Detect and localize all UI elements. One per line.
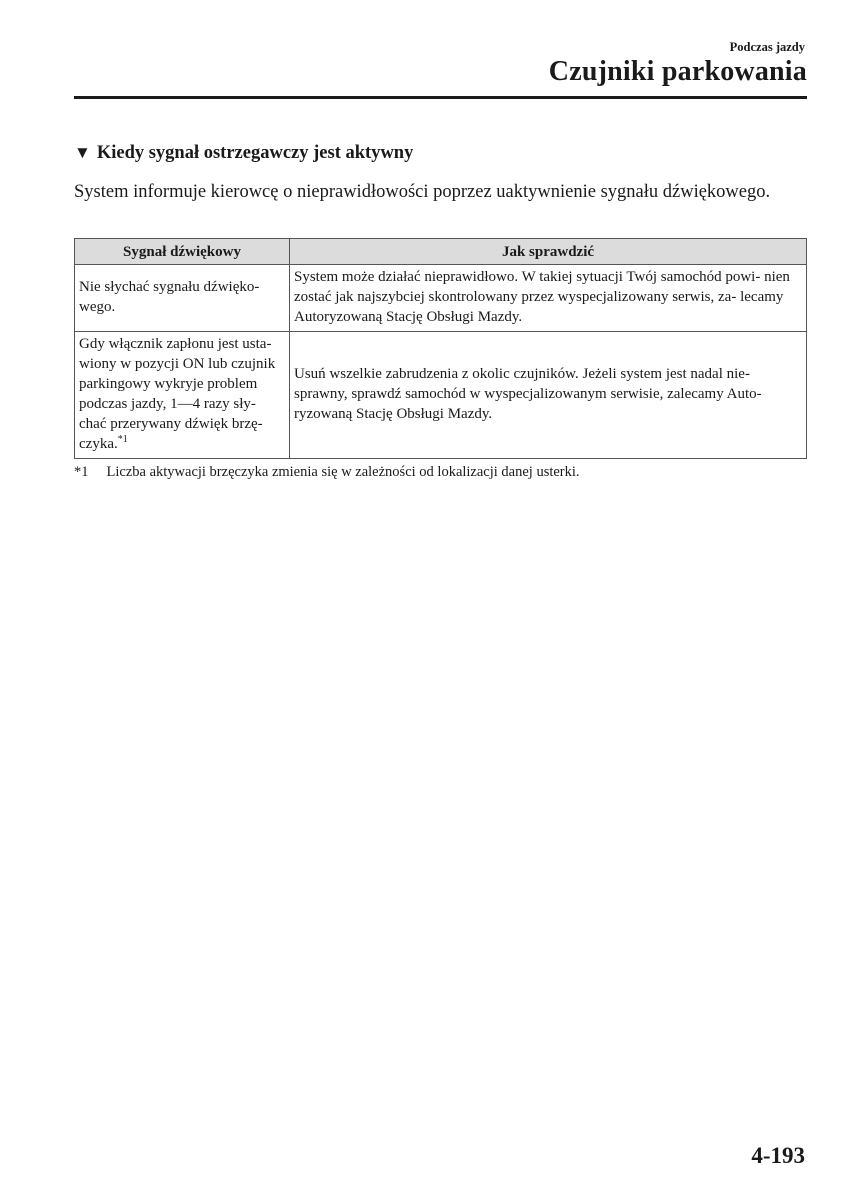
signal-cell <box>75 332 290 459</box>
chapter-label: Podczas jazdy <box>729 40 805 54</box>
table-row <box>75 332 807 459</box>
footnote-mark: *1 <box>74 464 89 480</box>
table-row <box>75 265 807 332</box>
page-number: 4-193 <box>751 1143 805 1168</box>
footnote-ref: *1 <box>117 434 128 445</box>
page-title: Czujniki parkowania <box>548 56 807 87</box>
check-cell: System może działać nieprawidłowo. W takiej sytuacji Twój samochód powi- nien zostać jak najszybciej skontrolowany przez wyspecjalizowany serwis, za- lecamy Autoryzowaną Stację Obsługi Mazdy. <box>290 265 807 332</box>
check-cell: Usuń wszelkie zabrudzenia z okolic czujników. Jeżeli system jest nadal nie- sprawny, sprawdź samochód w wyspecjalizowanym serwisie, zalecamy Auto- ryzowaną Stację Obsługi Mazdy. <box>290 332 807 459</box>
section-heading-text: Kiedy sygnał ostrzegawczy jest aktywny <box>96 143 414 163</box>
column-header-signal: Sygnał dźwiękowy <box>75 239 290 265</box>
triangle-down-icon: ▼ <box>74 143 91 162</box>
intro-paragraph: System informuje kierowcę o nieprawidłowości poprzez uaktywnienie sygnału dźwiękowego. <box>74 182 771 202</box>
table-header-row <box>75 239 807 265</box>
header-rule <box>74 96 807 99</box>
signal-cell: Nie słychać sygnału dźwięko- wego. <box>75 265 290 332</box>
warning-table <box>74 238 807 459</box>
footnote <box>74 464 580 481</box>
column-header-check: Jak sprawdzić <box>290 239 807 265</box>
signal-cell-text: Gdy włącznik zapłonu jest usta- wiony w pozycji ON lub czujnik parkingowy wykryje problem podczas jazdy, 1—4 razy sły- chać przerywany dźwięk brzę- czyka. <box>79 336 276 452</box>
footnote-text: Liczba aktywacji brzęczyka zmienia się w zależności od lokalizacji danej usterki. <box>106 464 580 480</box>
section-heading <box>74 143 413 164</box>
